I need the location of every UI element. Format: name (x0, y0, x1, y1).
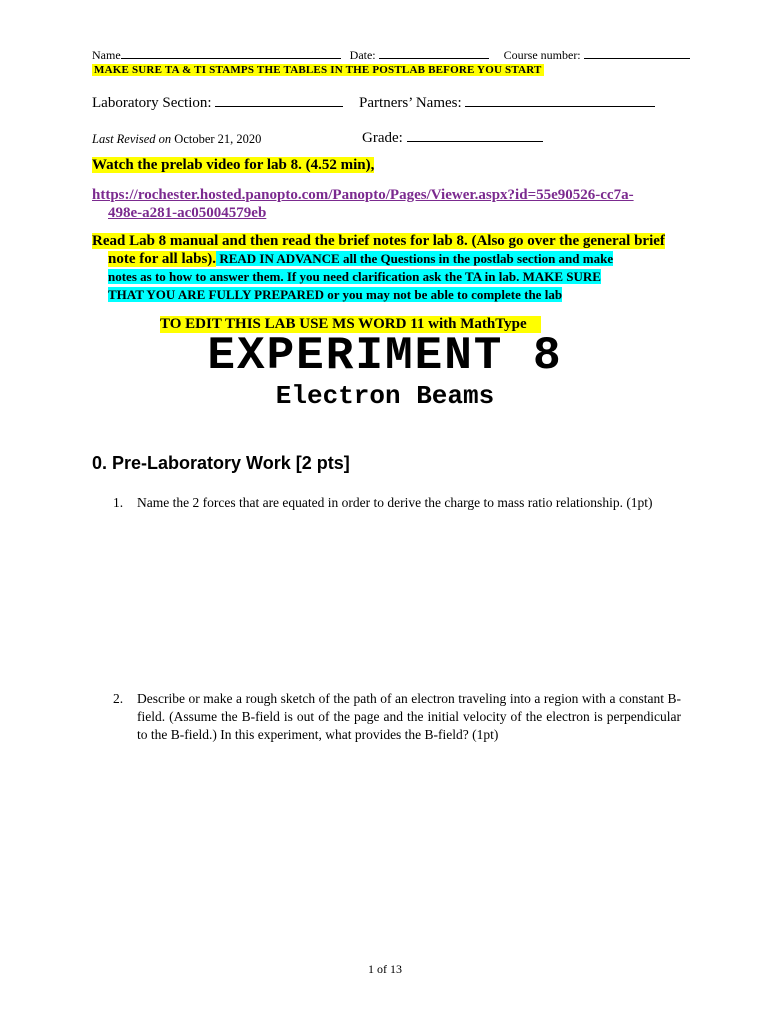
question-text: Describe or make a rough sketch of the path of an electron traveling into a region with a constant B-field. (Assume the B-field is out of the page and the initial velocity of the electron is perpendicular to the B-field.) In this experiment, what provides the B-field? (1pt) (137, 691, 681, 742)
read-line-2b: READ IN ADVANCE all the Questions in the postlab section and make (216, 251, 614, 266)
name-label: Name (92, 48, 121, 62)
grade-row (362, 130, 543, 147)
lab-section-row (92, 95, 655, 112)
course-blank (584, 48, 690, 59)
partners-blank (465, 96, 655, 107)
experiment-title: EXPERIMENT 8 (207, 330, 563, 382)
stamp-notice: MAKE SURE TA & TI STAMPS THE TABLES IN THE POSTLAB BEFORE YOU START (94, 64, 542, 76)
read-line-2a: note for all labs). (108, 251, 217, 267)
edit-instructions: TO EDIT THIS LAB USE MS WORD 11 with MathType (160, 316, 541, 333)
read-line-3: notes as to how to answer them. If you need clarification ask the TA in lab. MAKE SURE (108, 269, 601, 284)
course-label: Course number: (503, 48, 581, 62)
partners-label: Partners’ Names: (359, 95, 462, 111)
date-blank (379, 48, 489, 59)
question-number: 1. (113, 495, 124, 510)
read-line-1: Read Lab 8 manual and then read the brief notes for lab 8. (Also go over the general brief (92, 233, 665, 249)
revision-row (92, 132, 261, 147)
section-heading: 0. Pre-Laboratory Work [2 pts] (92, 453, 350, 473)
url-line-1[interactable]: https://rochester.hosted.panopto.com/Panopto/Pages/Viewer.aspx?id=55e90526-cc7a- (92, 187, 634, 203)
experiment-subtitle: Electron Beams (275, 381, 495, 411)
question-1 (113, 494, 681, 512)
header-fields (92, 48, 680, 63)
question-number: 2. (113, 691, 124, 706)
watch-text: Watch the prelab video for lab 8. (4.52 min), (92, 157, 375, 173)
name-blank (121, 48, 341, 59)
section-blank (215, 96, 343, 107)
question-text: Name the 2 forces that are equated in order to derive the charge to mass ratio relationship. (1pt) (137, 495, 653, 510)
revised-prefix: Last Revised on (92, 132, 172, 146)
revised-date: October 21, 2020 (174, 132, 262, 146)
grade-blank (407, 131, 543, 142)
read-line-4: THAT YOU ARE FULLY PREPARED or you may not be able to complete the lab (108, 287, 563, 302)
grade-label: Grade: (362, 130, 403, 146)
page-indicator: 1 of 13 (368, 962, 402, 976)
question-2 (113, 690, 681, 744)
reading-instructions (92, 232, 682, 304)
section-label: Laboratory Section: (92, 95, 212, 111)
prelab-video-note (92, 157, 374, 174)
url-line-2[interactable]: 498e-a281-ac05004579eb (108, 205, 267, 221)
date-label: Date: (349, 48, 376, 62)
prelab-video-link[interactable] (92, 186, 662, 222)
